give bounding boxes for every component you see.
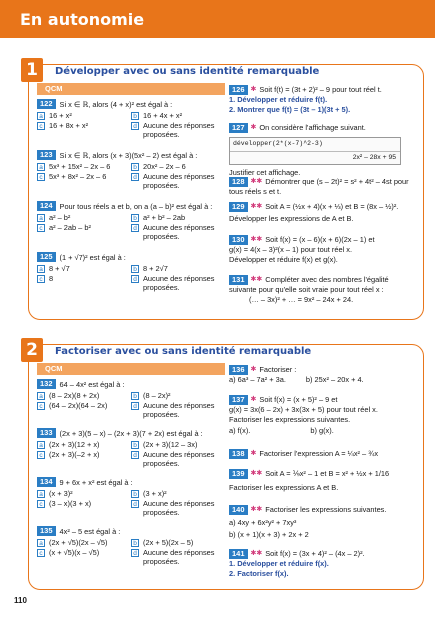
answer-text: 16 + 4x + x² [143,111,183,120]
question-text: Si x ∈ ℝ, alors (4 + x)² est égal à : [59,99,173,109]
answer-a[interactable]: a (8 – 2x)(8 + 2x) [37,391,131,401]
difficulty-star-icon: ✱✱ [250,470,263,477]
cas-input: développer(2*(x-7)^2-3) [233,140,323,147]
exercise-136 [229,365,419,385]
answer-text: 5x³ + 15x² – 2x – 6 [49,162,111,171]
exercise-text: Factoriser les expressions suivantes. [265,505,387,514]
answer-a[interactable]: a 5x³ + 15x² – 2x – 6 [37,162,131,172]
answer-text: (8 – 2x)² [143,391,171,400]
section-2 [26,340,424,590]
exercise-item: 1. Développer et réduire f(t). [229,95,328,104]
answer-text: a² – 2ab – b² [49,223,91,232]
exercise-item: 2. Factoriser f(x). [229,568,289,578]
exercise-text: tous réels s et t. [229,187,282,196]
answer-b[interactable]: b 20x² – 2x – 6 [131,162,225,172]
exercise-text: Démontrer que (s – 2t)² = s² + 4t² – 4st pour [265,177,409,186]
answer-text: (2x + 3)(12 – 3x) [143,440,198,449]
exercise-number: 127 [229,123,248,133]
answer-text: Aucune des réponses proposées. [143,172,215,190]
qcm-label: QCM [37,83,225,95]
exercise-129 [229,202,419,224]
answer-c[interactable]: c (64 – 2x)(64 – 2x) [37,401,131,419]
answer-text: Aucune des réponses proposées. [143,121,215,139]
question-text: Si x ∈ ℝ, alors (x + 3)(5x² – 2) est égal à : [59,150,198,160]
difficulty-star-icon: ✱ [250,366,257,373]
answer-text: (x + √5)(x – √5) [49,548,100,557]
section-1 [26,60,424,320]
chapter-title: En autonomie [20,10,145,29]
exercise-text: Soit f(x) = (x – 6)(x + 6)(2x – 1) et [265,235,375,244]
answer-text: 8 [49,274,54,283]
answer-text: (2x + 5)(2x – 5) [143,538,194,547]
page-number: 110 [14,596,27,605]
exercise-text: On considère l'affichage suivant. [259,123,366,132]
answer-d[interactable]: d Aucune des réponses proposées. [131,548,225,566]
exercise-text: Factoriser l'expression A = ¼x² – ¾x [259,449,379,458]
answer-b[interactable]: b 16 + 4x + x² [131,111,225,121]
answer-text: 16 + 8x + x² [49,121,89,130]
difficulty-star-icon: ✱✱ [250,236,263,243]
answer-c[interactable]: c 8 [37,274,131,292]
answer-a[interactable]: a (2x + 3)(12 + x) [37,440,131,450]
answer-text: (x + 3)² [49,489,73,498]
answer-b[interactable]: b a² + b² – 2ab [131,213,225,223]
exercise-text: Factoriser les expressions suivantes. [229,414,351,424]
exercise-126 [229,85,419,114]
qcm-question [37,99,225,139]
exercise-number: 130 [229,235,248,245]
section-number: 1 [21,58,43,82]
answer-c[interactable]: c 16 + 8x + x² [37,121,131,139]
exercise-text: Compléter avec des nombres l'égalité [265,275,389,284]
answer-text: Aucune des réponses proposées. [143,548,215,566]
cas-display [229,137,401,165]
answer-text: 16 + x² [49,111,72,120]
exercise-141 [229,549,419,578]
exercise-text: Soit f(x) = (x + 5)² – 9 et [259,395,338,404]
answer-text: (8 – 2x)(8 + 2x) [49,391,100,400]
exercise-137 [229,395,419,436]
answer-d[interactable]: d Aucune des réponses proposées. [131,121,225,139]
exercise-item: 1. Développer et réduire f(x). [229,559,329,568]
qcm-question [37,150,225,190]
difficulty-star-icon: ✱✱ [250,276,263,283]
exercise-text: g(x) = 3x(6 – 2x) + 3x(3x + 5) pour tout réel x. [229,405,378,414]
answer-text: (2x + √5)(2x – √5) [49,538,108,547]
exercise-text: Soit f(t) = (3t + 2)² – 9 pour tout réel t. [259,85,382,94]
exercise-item: a) 6a³ – 7a² + 3a. [229,375,286,384]
exercise-number: 140 [229,505,248,515]
answer-text: 5x³ + 8x² – 2x – 6 [49,172,107,181]
answer-text: (2x + 3)(–2 + x) [49,450,100,459]
answer-d[interactable]: d Aucune des réponses proposées. [131,274,225,292]
answer-text: Aucune des réponses proposées. [143,401,215,419]
exercise-text: Factoriser les expressions A et B. [229,483,339,492]
exercise-item: b) (x + 1)(x + 3) + 2x + 2 [229,529,309,539]
section-title: Factoriser avec ou sans identité remarquable [55,346,312,357]
exercise-138 [229,449,419,459]
answer-d[interactable]: d Aucune des réponses proposées. [131,401,225,419]
exercise-number: 129 [229,202,248,212]
exercise-128 [229,177,419,197]
question-text: (2x + 3)(5 – x) – (2x + 3)(7 + 2x) est égal à : [59,428,203,438]
answer-text: (2x + 3)(12 + x) [49,440,100,449]
answer-b[interactable]: b 8 + 2√7 [131,264,225,274]
exercise-text: Soit A = (½x + 4)(x + ⅓) et B = (8x – ½)². [265,202,399,211]
qcm-question [37,477,225,517]
question-text: 64 – 4x² est égal à : [59,379,125,389]
qcm-question [37,201,225,241]
question-number: 122 [37,99,56,109]
answer-c[interactable]: c a² – 2ab – b² [37,223,131,241]
question-text: 9 + 6x + x² est égal à : [59,477,133,487]
answer-text: (3 + x)² [143,489,167,498]
exercise-text: Développer et réduire f(x) et g(x). [229,254,338,264]
exercise-number: 136 [229,365,248,375]
qcm-question [37,428,225,468]
difficulty-star-icon: ✱✱ [250,178,263,185]
exercise-text: g(x) = 4(x – 3)²(x – 1) pour tout réel x. [229,245,353,254]
answer-c[interactable]: c (2x + 3)(–2 + x) [37,450,131,468]
exercise-number: 131 [229,275,248,285]
qcm-question [37,526,225,566]
question-number: 125 [37,252,56,262]
answer-a[interactable]: a a² – b² [37,213,131,223]
qcm-label: QCM [37,363,225,375]
answer-a[interactable]: a 8 + √7 [37,264,131,274]
exercise-number: 139 [229,469,248,479]
exercise-number: 128 [229,177,248,187]
qcm-question [37,379,225,419]
question-number: 133 [37,428,56,438]
exercise-127 [229,123,419,178]
answer-c[interactable]: c 5x³ + 8x² – 2x – 6 [37,172,131,190]
exercise-130 [229,235,419,264]
exercise-item: a) f(x). [229,426,251,435]
question-number: 124 [37,201,56,211]
difficulty-star-icon: ✱✱ [250,550,263,557]
exercise-text: Soit f(x) = (3x + 4)² – (4x – 2)². [265,549,365,558]
section-number: 2 [21,338,43,362]
answer-text: Aucune des réponses proposées. [143,274,215,292]
section-title: Développer avec ou sans identité remarquable [55,66,320,77]
chapter-header [0,0,435,38]
answer-text: 20x² – 2x – 6 [143,162,186,171]
exercise-number: 138 [229,449,248,459]
answer-text: a² + b² – 2ab [143,213,186,222]
exercise-number: 141 [229,549,248,559]
answer-text: 8 + √7 [49,264,70,273]
exercise-text: Factoriser : [259,365,297,374]
answer-b[interactable]: b (8 – 2x)² [131,391,225,401]
answer-d[interactable]: d Aucune des réponses proposées. [131,223,225,241]
exercise-140 [229,505,419,539]
difficulty-star-icon: ✱ [250,450,257,457]
exercise-number: 126 [229,85,248,95]
answer-text: (64 – 2x)(64 – 2x) [49,401,108,410]
difficulty-star-icon: ✱ [250,396,257,403]
difficulty-star-icon: ✱✱ [250,203,263,210]
answer-c[interactable]: c (3 – x)(3 + x) [37,499,131,517]
exercise-item: 2. Montrer que f(t) = (3t – 1)(3t + 5). [229,104,351,114]
answer-c[interactable]: c (x + √5)(x – √5) [37,548,131,566]
question-number: 132 [37,379,56,389]
question-number: 134 [37,477,56,487]
exercise-139 [229,469,419,493]
difficulty-star-icon: ✱✱ [250,506,263,513]
answer-d[interactable]: d Aucune des réponses proposées. [131,172,225,190]
exercise-item: b) g(x). [310,426,334,435]
answer-text: a² – b² [49,213,71,222]
answer-a[interactable]: a (2x + √5)(2x – √5) [37,538,131,548]
answer-text: Aucune des réponses proposées. [143,450,215,468]
answer-b[interactable]: b (2x + 3)(12 – 3x) [131,440,225,450]
answer-d[interactable]: d Aucune des réponses proposées. [131,499,225,517]
qcm-question [37,252,225,292]
answer-text: (3 – x)(3 + x) [49,499,92,508]
cas-output: 2x² – 28x + 95 [352,154,396,161]
exercise-text: suivante pour qu'elle soit vraie pour tout réel x : [229,285,384,294]
answer-text: 8 + 2√7 [143,264,168,273]
question-text: (1 + √7)² est égal à : [59,252,126,262]
exercise-item: b) 25x² – 20x + 4. [305,375,364,384]
exercise-text: Justifier cet affichage. [229,168,301,177]
exercise-131 [229,275,419,304]
question-text: Pour tous réels a et b, on a (a – b)² est égal à : [59,201,213,211]
exercise-number: 137 [229,395,248,405]
question-number: 123 [37,150,56,160]
exercise-item: a) 4xy + 6x²y² + 7xy³ [229,518,297,527]
exercise-text: (… – 3x)² + … = 9x² – 24x + 24. [249,294,354,304]
answer-text: Aucune des réponses proposées. [143,499,215,517]
question-number: 135 [37,526,56,536]
exercise-text: Développer les expressions de A et B. [229,214,354,223]
answer-b[interactable]: b (3 + x)² [131,489,225,499]
answer-b[interactable]: b (2x + 5)(2x – 5) [131,538,225,548]
exercise-text: Soit A = ⅑x² – 1 et B = x² + ½x + 1/16 [265,469,390,478]
difficulty-star-icon: ✱ [250,124,257,131]
answer-a[interactable]: a 16 + x² [37,111,131,121]
difficulty-star-icon: ✱ [250,86,257,93]
answer-text: Aucune des réponses proposées. [143,223,215,241]
answer-d[interactable]: d Aucune des réponses proposées. [131,450,225,468]
answer-a[interactable]: a (x + 3)² [37,489,131,499]
question-text: 4x² – 5 est égal à : [59,526,121,536]
